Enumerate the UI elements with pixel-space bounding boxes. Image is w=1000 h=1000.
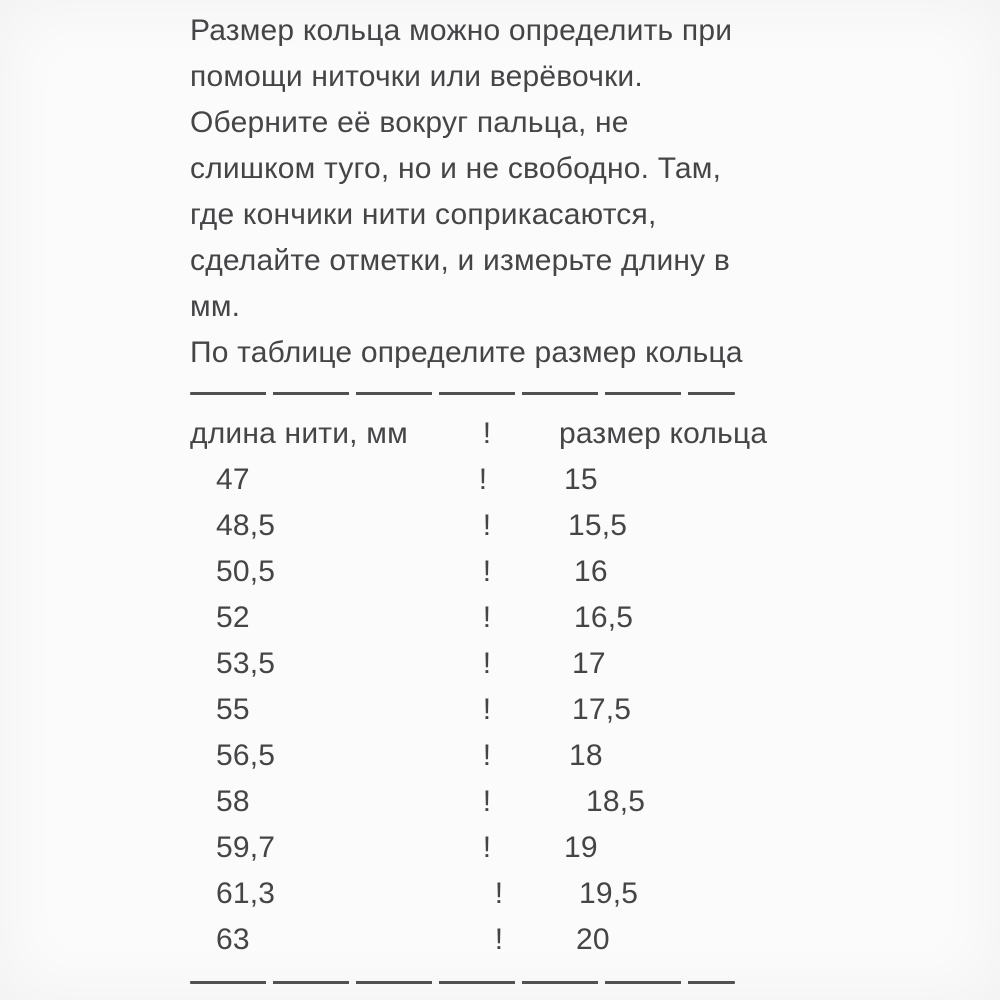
ring-size-value: 15,5 <box>568 509 628 542</box>
row-separator-glyph: ! <box>482 509 492 542</box>
thread-length-value: 52 <box>216 601 250 634</box>
instructions-line: где кончики нити соприкасаются, <box>190 198 657 231</box>
row-separator-glyph: ! <box>494 923 504 956</box>
thread-length-value: 61,3 <box>216 877 276 910</box>
table-header <box>190 411 1000 457</box>
thread-length-value: 58 <box>216 785 250 818</box>
row-separator-glyph: ! <box>482 555 492 588</box>
table-row <box>190 825 1000 871</box>
thread-length-value: 63 <box>216 923 250 956</box>
column-header-thread-length: длина нити, мм <box>190 417 408 450</box>
row-separator-glyph: ! <box>494 877 504 910</box>
table-row <box>190 457 1000 503</box>
column-separator-glyph: ! <box>482 417 492 450</box>
thread-length-value: 53,5 <box>216 647 276 680</box>
thread-length-value: 50,5 <box>216 555 276 588</box>
ring-size-value: 17,5 <box>572 693 632 726</box>
table-row <box>190 503 1000 549</box>
row-separator-glyph: ! <box>482 601 492 634</box>
ring-size-table <box>190 411 1000 963</box>
thread-length-value: 47 <box>216 463 250 496</box>
table-row <box>190 595 1000 641</box>
table-divider-bottom <box>190 981 735 984</box>
column-header-ring-size: размер кольца <box>559 417 768 450</box>
table-header-row <box>190 411 1000 457</box>
ring-size-value: 19 <box>564 831 598 864</box>
row-separator-glyph: ! <box>482 647 492 680</box>
ring-size-value: 16,5 <box>574 601 634 634</box>
ring-size-value: 19,5 <box>579 877 639 910</box>
instructions-line: сделайте отметки, и измерьте длину в <box>190 244 731 277</box>
instructions-line: По таблице определите размер кольца <box>190 336 743 369</box>
table-row <box>190 549 1000 595</box>
thread-length-value: 48,5 <box>216 509 276 542</box>
row-separator-glyph: ! <box>478 463 488 496</box>
thread-length-value: 59,7 <box>216 831 276 864</box>
row-separator-glyph: ! <box>482 739 492 772</box>
table-row <box>190 779 1000 825</box>
instructions-line: слишком туго, но и не свободно. Там, <box>190 152 722 185</box>
table-row <box>190 733 1000 779</box>
table-row <box>190 641 1000 687</box>
instructions-line: помощи ниточки или верёвочки. <box>190 60 643 93</box>
table-body <box>190 457 1000 963</box>
ring-size-value: 20 <box>576 923 610 956</box>
instructions-line: Размер кольца можно определить при <box>190 14 733 47</box>
table-divider-top <box>190 392 735 395</box>
thread-length-value: 56,5 <box>216 739 276 772</box>
ring-size-value: 18 <box>569 739 603 772</box>
instructions-line: Оберните её вокруг пальца, не <box>190 106 629 139</box>
ring-size-value: 16 <box>574 555 608 588</box>
ring-size-value: 18,5 <box>586 785 646 818</box>
row-separator-glyph: ! <box>482 785 492 818</box>
table-row <box>190 917 1000 963</box>
instructions-text <box>190 8 1000 376</box>
ring-size-value: 15 <box>564 463 598 496</box>
row-separator-glyph: ! <box>482 693 492 726</box>
thread-length-value: 55 <box>216 693 250 726</box>
instructions-line: мм. <box>190 290 241 323</box>
table-row <box>190 687 1000 733</box>
ring-size-value: 17 <box>572 647 606 680</box>
row-separator-glyph: ! <box>482 831 492 864</box>
table-row <box>190 871 1000 917</box>
